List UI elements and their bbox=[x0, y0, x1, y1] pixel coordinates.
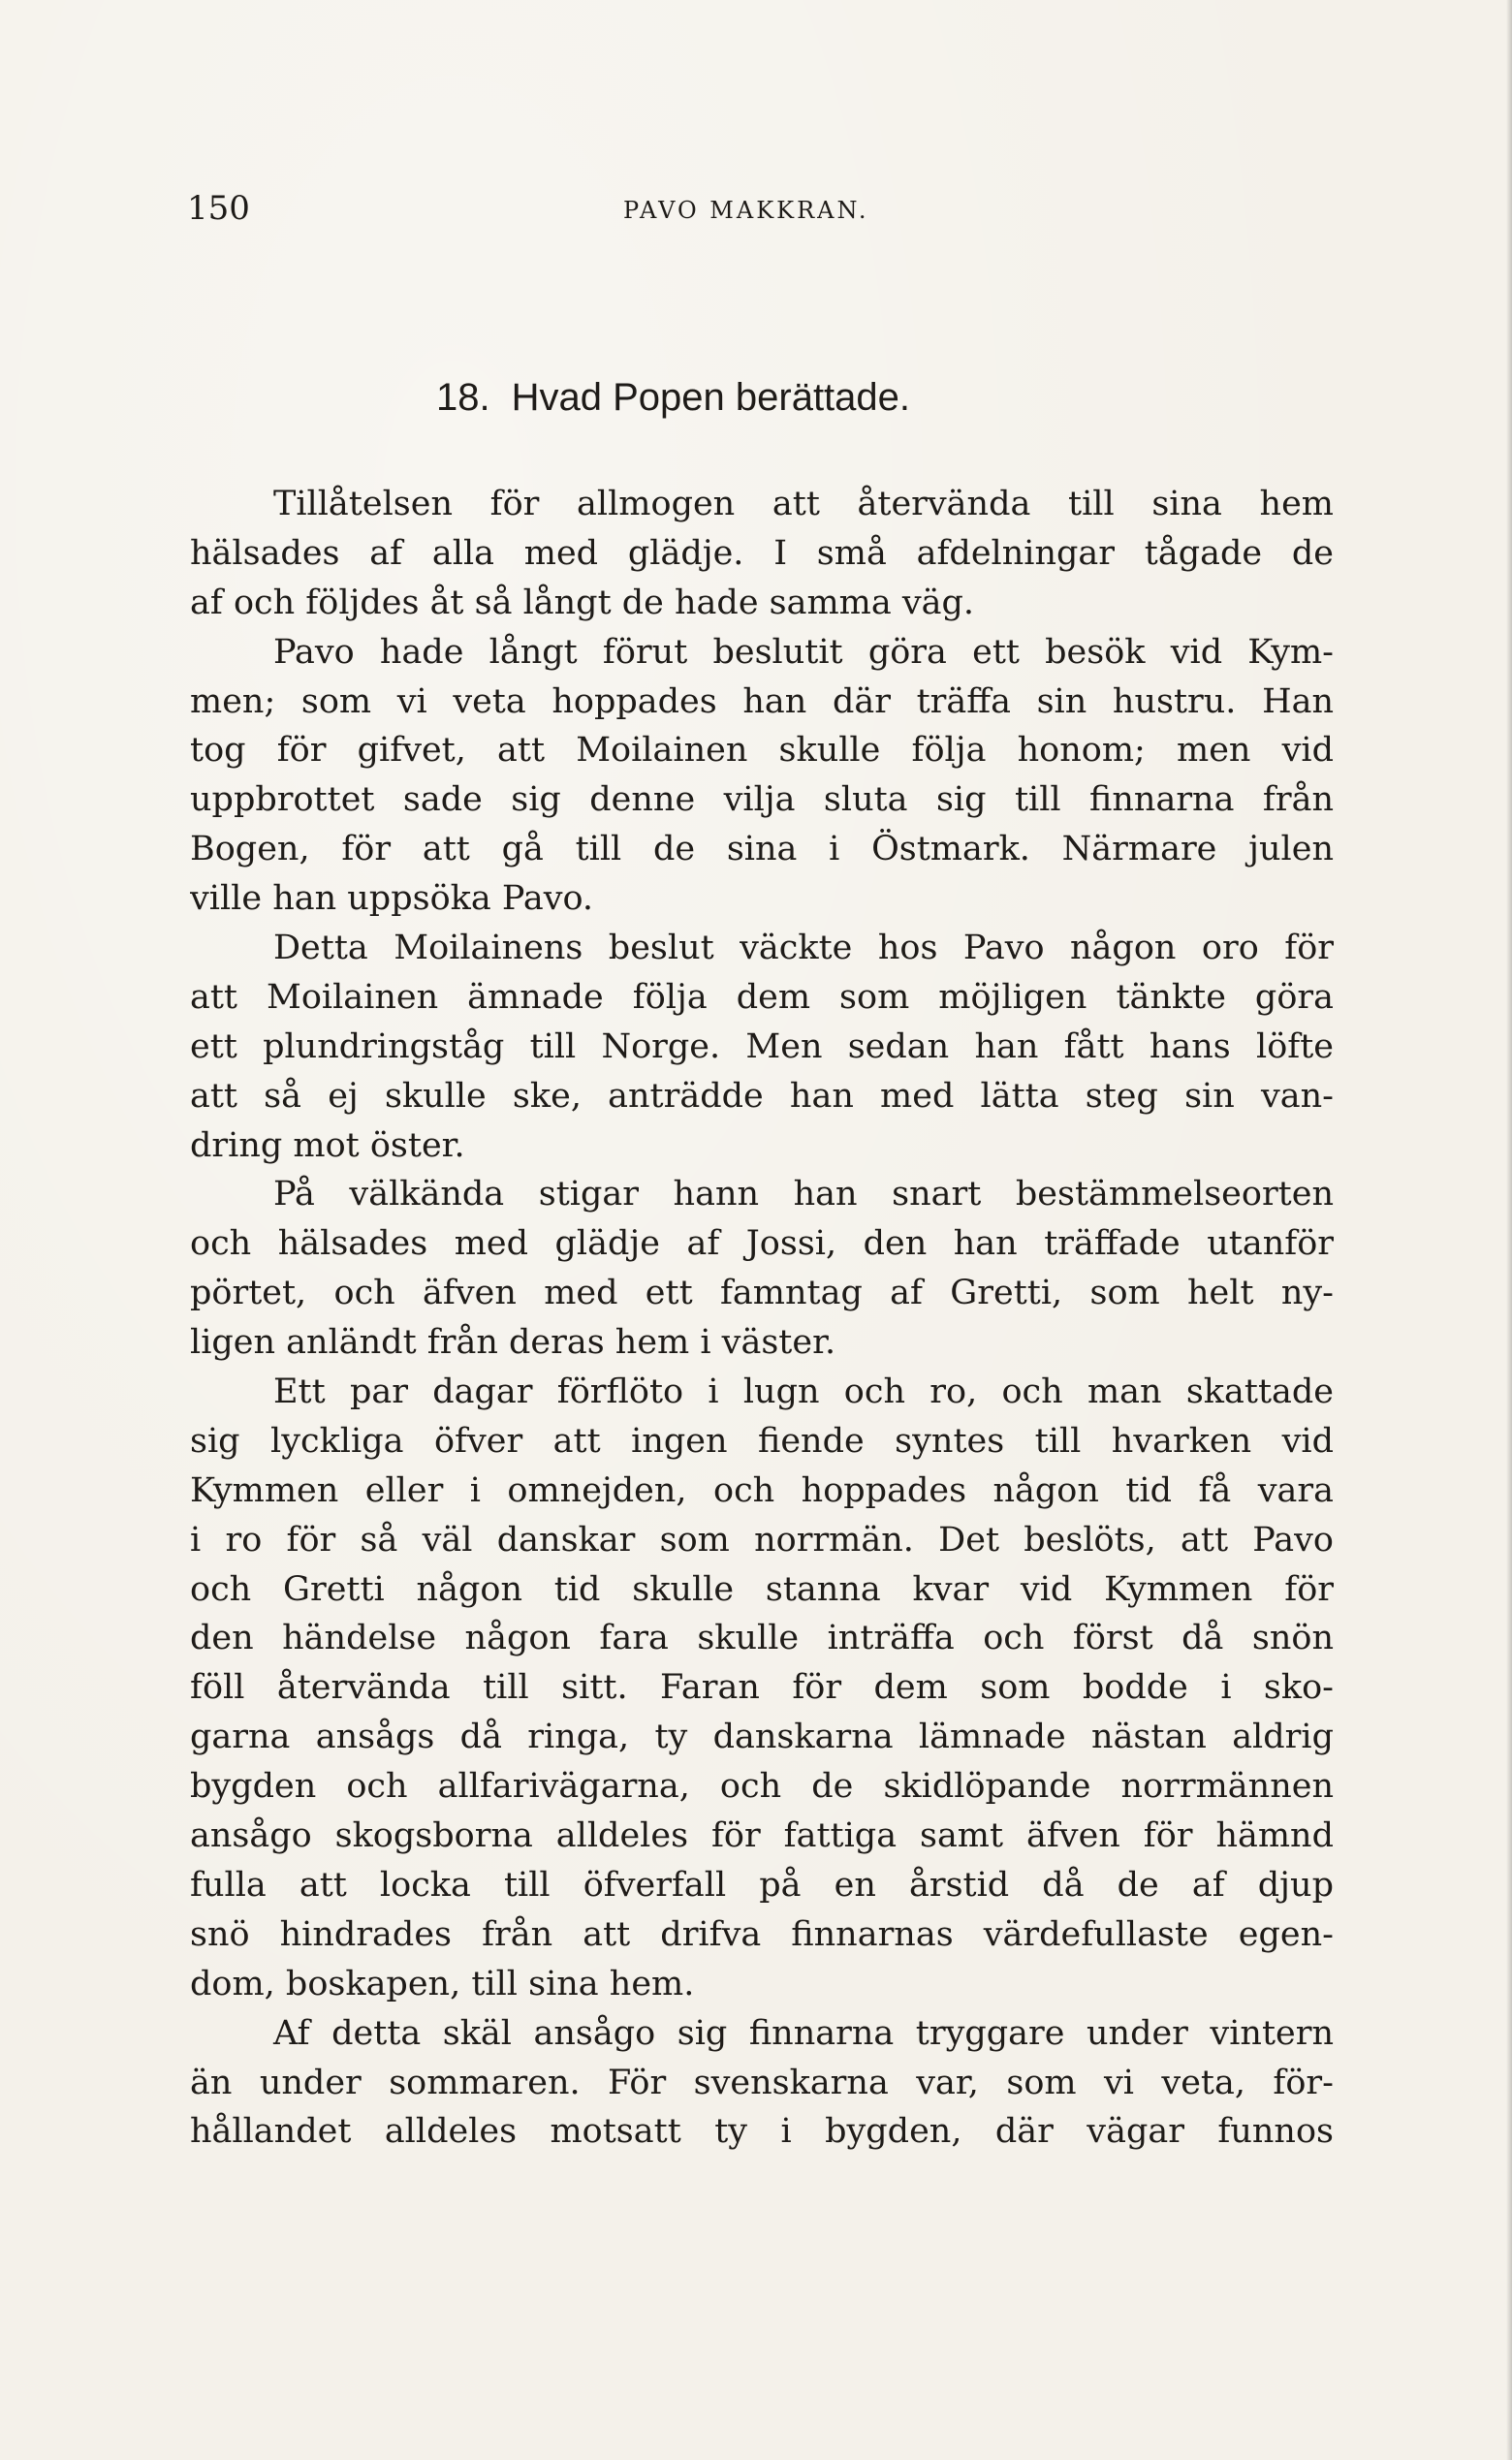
text-line: ett plundringståg till Norge. Men sedan han fått hans löfte bbox=[190, 1026, 1334, 1066]
text-line: den händelse någon fara skulle inträffa och först då snön bbox=[190, 1619, 1334, 1658]
text-line: att Moilainen ämnade följa dem som möjligen tänkte göra bbox=[190, 977, 1334, 1017]
text-line: pörtet, och äfven med ett famntag af Gretti, som helt ny- bbox=[190, 1274, 1334, 1313]
text-line: ligen anländt från deras hem i väster. bbox=[190, 1323, 836, 1363]
chapter-title: Hvad Popen berättade. bbox=[511, 376, 911, 419]
text-line: hälsades af alla med glädje. I små afdelningar tågade de bbox=[190, 533, 1334, 573]
text-line: tog för gifvet, att Moilainen skulle följa honom; men vid bbox=[190, 731, 1334, 771]
text-line: ansågo skogsborna alldeles för fattiga samt äfven för hämnd bbox=[190, 1816, 1334, 1856]
page-edge-shadow bbox=[1506, 0, 1512, 2460]
text-line: fulla att locka till öfverfall på en årstid då de af djup bbox=[190, 1865, 1334, 1905]
body-text bbox=[190, 480, 1334, 2157]
text-line: uppbrottet sade sig denne vilja sluta sig till finnarna från bbox=[190, 780, 1334, 820]
text-line: sig lyckliga öfver att ingen fiende syntes till hvarken vid bbox=[190, 1421, 1334, 1461]
running-title: PAVO MAKKRAN. bbox=[623, 197, 869, 224]
chapter-number: 18. bbox=[436, 376, 490, 419]
text-line: af och följdes åt så långt de hade samma väg. bbox=[190, 583, 975, 622]
text-line: än under sommaren. För svenskarna var, som vi veta, för- bbox=[190, 2063, 1334, 2102]
text-line: Af detta skäl ansågo sig finnarna tryggare under vintern bbox=[273, 2013, 1334, 2053]
text-line: att så ej skulle ske, anträdde han med lätta steg sin van- bbox=[190, 1076, 1334, 1116]
text-line: men; som vi veta hoppades han där träffa sin hustru. Han bbox=[190, 681, 1334, 721]
chapter-heading bbox=[436, 373, 910, 422]
text-line: Ett par dagar förflöto i lugn och ro, och man skattade bbox=[273, 1372, 1334, 1412]
text-line: snö hindrades från att drifva finnarnas värdefullaste egen- bbox=[190, 1914, 1334, 1954]
text-line: ville han uppsöka Pavo. bbox=[190, 879, 594, 919]
text-line: Detta Moilainens beslut väckte hos Pavo någon oro för bbox=[273, 929, 1334, 968]
text-line: dom, boskapen, till sina hem. bbox=[190, 1964, 695, 2003]
text-line: och hälsades med glädje af Jossi, den han träffade utanför bbox=[190, 1224, 1334, 1264]
text-line: garna ansågs då ringa, ty danskarna lämnade nästan aldrig bbox=[190, 1718, 1334, 1757]
running-head bbox=[187, 184, 1340, 233]
text-line: i ro för så väl danskar som norrmän. Det beslöts, att Pavo bbox=[190, 1520, 1334, 1560]
text-line: På välkända stigar hann han snart bestämmelseorten bbox=[273, 1175, 1334, 1214]
text-line: och Gretti någon tid skulle stanna kvar vid Kymmen för bbox=[190, 1569, 1334, 1609]
text-line: Pavo hade långt förut beslutit göra ett besök vid Kym- bbox=[273, 632, 1334, 672]
text-line: Tillåtelsen för allmogen att återvända till sina hem bbox=[273, 485, 1334, 523]
text-line: Bogen, för att gå till de sina i Östmark. Närmare julen bbox=[190, 830, 1334, 869]
text-line: hållandet alldeles motsatt ty i bygden, där vägar funnos bbox=[190, 2112, 1334, 2152]
text-line: bygden och allfarivägarna, och de skidlöpande norrmännen bbox=[190, 1767, 1334, 1807]
text-line: dring mot öster. bbox=[190, 1125, 465, 1165]
text-line: Kymmen eller i omnejden, och hoppades någon tid få vara bbox=[190, 1470, 1334, 1510]
page-number: 150 bbox=[187, 189, 250, 228]
text-line: föll återvända till sitt. Faran för dem som bodde i sko- bbox=[190, 1668, 1334, 1708]
